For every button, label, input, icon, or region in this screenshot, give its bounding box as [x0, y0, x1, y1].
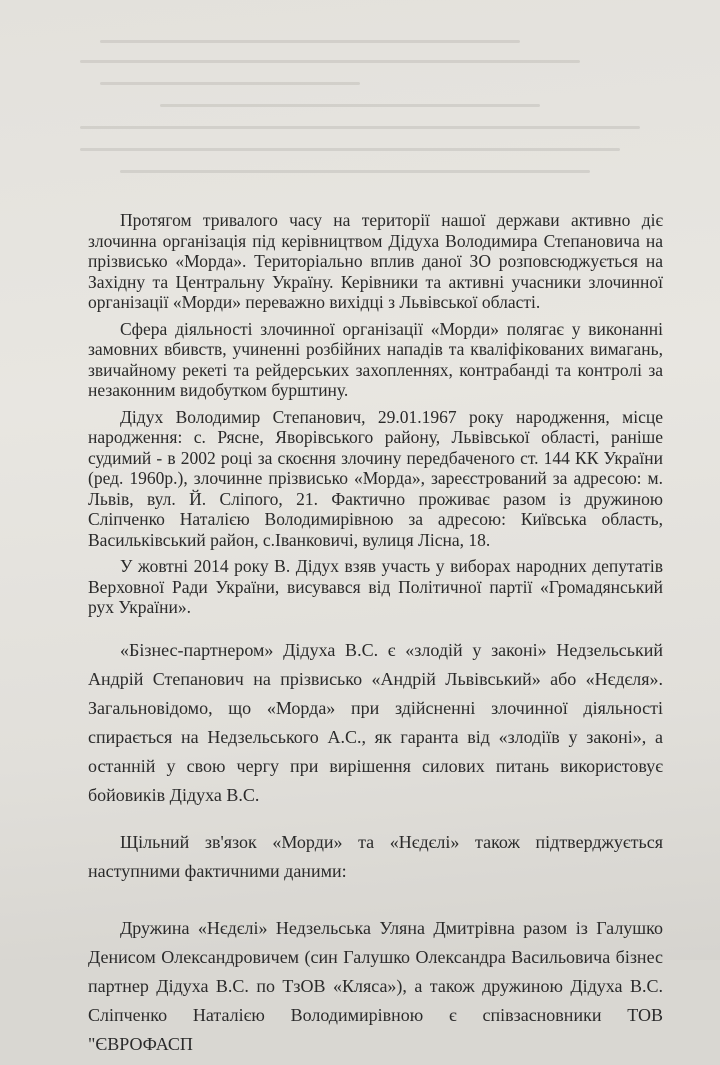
paragraph-3: Дідух Володимир Степанович, 29.01.1967 року народження, місце народження: с. Рясне, Яворівського району, Львівської області, раніше судимий - в 2002 році за скоєння злочину передбаченого ст. 144 КК України (ред. 1960р.), злочинне прізвисько «Морда», зареєстрований за адресою: м. Львів, вул. Й. Сліпого, 21. Фактично проживає разом із дружиною Сліпченко Наталією Володимирівною за адресою: Київська область, Васильківський район, с.Іванковичі, вулиця Лісна, 18. — [88, 406, 663, 550]
paragraph-4: У жовтні 2014 року В. Дідух взяв участь у виборах народних депутатів Верховної Ради України, висувався від Політичної партії «Громадянський рух України». — [88, 556, 663, 617]
paragraph-7: Дружина «Нєдєлі» Недзельська Уляна Дмитрівна разом із Галушко Денисом Олександровичем (син Галушко Олександра Васильовича бізнес партнер Дідуха В.С. по ТзОВ «Кляса»), а також дружиною Дідуха В.С. Сліпченко Наталією Володимирівною є співзасновники ТОВ "ЄВРОФАСП — [88, 917, 663, 1054]
paragraph-1: Протягом тривалого часу на території нашої держави активно діє злочинна організація під керівництвом Дідуха Володимира Степановича на прізвисько «Морда». Територіально вплив даної ЗО розповсюджується на Західну та Центральну Україну. Керівники та активні учасники злочинної організації «Морди» переважно вихідці з Львівської області. — [88, 210, 663, 312]
paragraph-6: Щільний зв'язок «Морди» та «Нєдєлі» також підтверджується наступними фактичними даними: — [88, 831, 663, 881]
show-through-text — [40, 20, 680, 200]
paragraph-2: Сфера діяльності злочинної організації «Морди» полягає у виконанні замовних вбивств, учиненні розбійних нападів та кваліфікованих вимагань, звичайному рекеті та рейдерських захопленнях, контрабанді та контролі за незаконним видобутком бурштину. — [88, 318, 663, 400]
paragraph-5: «Бізнес-партнером» Дідуха В.С. є «злодій у законі» Недзельський Андрій Степанович на прізвисько «Андрій Львівський» або «Нєдєля». Загальновідомо, що «Морда» при здійсненні злочинної діяльності спирається на Недзельського А.С., як гаранта від «злодіїв у законі», а останній у свою чергу при вирішення силових питань використовує бойовиків Дідуха В.С. — [88, 639, 663, 805]
letter-body — [88, 210, 663, 1065]
